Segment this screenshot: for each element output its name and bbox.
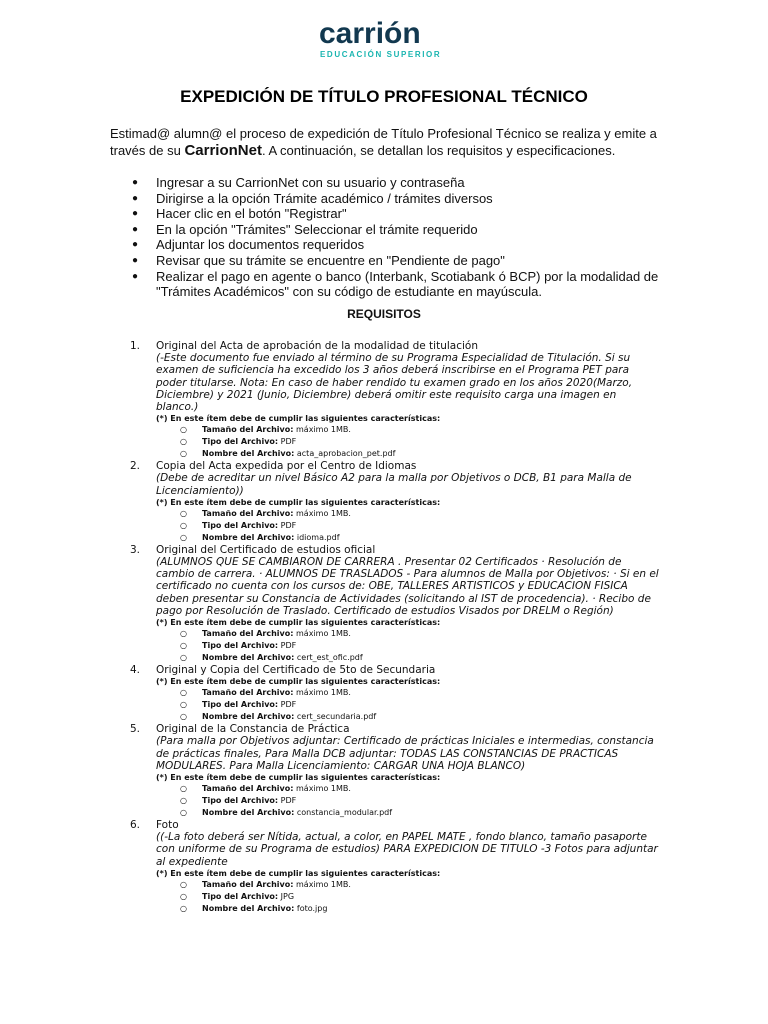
spec-label: Nombre del Archivo: xyxy=(202,653,295,663)
spec-type xyxy=(156,699,660,711)
requirement-note: (Para malla por Objetivos adjuntar: Certificado de prácticas Iniciales e intermedias, constancia de prácticas finales, Para Malla DCB adjuntar: TODAS LAS CONSTANCIAS DE PRACTICAS MODULARES. Para Malla Licenciamiento: CARGAR UNA HOJA BLANCO) xyxy=(156,735,654,772)
spec-value: constancia_modular.pdf xyxy=(296,808,393,818)
step-item xyxy=(130,191,670,207)
bullet-icon: ● xyxy=(132,223,139,235)
requirement-number: 5. xyxy=(130,723,141,736)
circle-bullet-icon: ○ xyxy=(180,449,187,459)
circle-bullet-icon: ○ xyxy=(180,712,187,722)
step-item xyxy=(130,222,670,238)
circle-bullet-icon: ○ xyxy=(180,437,187,447)
spec-label: Tamaño del Archivo: xyxy=(202,688,294,698)
requirement-number: 3. xyxy=(130,543,141,556)
spec-label: Tipo del Archivo: xyxy=(202,796,279,806)
carrion-logo xyxy=(319,17,459,59)
requirement-condition: (*) En este ítem debe de cumplir las siguientes características: xyxy=(156,868,441,878)
file-specs xyxy=(156,628,660,664)
requirement-note: (Debe de acreditar un nivel Básico A2 para la malla por Objetivos o DCB, B1 para Malla de Licenciamiento)) xyxy=(156,472,632,497)
spec-size xyxy=(156,424,660,436)
step-item xyxy=(130,175,670,191)
steps-list xyxy=(130,175,670,300)
spec-filename xyxy=(156,903,660,915)
step-text: En la opción "Trámites" Seleccionar el trámite requerido xyxy=(156,221,478,237)
spec-value: máximo 1MB. xyxy=(296,688,351,698)
file-specs xyxy=(156,879,660,915)
spec-type xyxy=(156,795,660,807)
spec-value: acta_aprobacion_pet.pdf xyxy=(296,449,396,459)
spec-value: PDF xyxy=(280,700,297,710)
spec-filename xyxy=(156,448,660,460)
requirement-note: (-Este documento fue enviado al término de su Programa Especialidad de Titulación. Si su examen de suficiencia ha excedido los 3 años deberá inscribirse en el Programa PET para poder titularse. Nota: En caso de haber rendido tu examen grado en los años 2020(Marzo, Diciembre) y 2021 (Junio, Diciembre) deberá omitir este requisito carga una imagen en blanco.) xyxy=(156,352,633,414)
file-specs xyxy=(156,508,660,544)
spec-value: JPG xyxy=(280,891,295,901)
spec-label: Tipo del Archivo: xyxy=(202,700,279,710)
requirement-name: Copia del Acta expedida por el Centro de Idiomas xyxy=(156,460,417,473)
spec-label: Tamaño del Archivo: xyxy=(202,784,294,794)
spec-value: cert_est_ofic.pdf xyxy=(296,653,363,663)
spec-size xyxy=(156,879,660,891)
bullet-icon: ● xyxy=(132,239,139,251)
spec-value: máximo 1MB. xyxy=(296,629,351,639)
logo-wordmark: carrión xyxy=(319,17,421,50)
file-specs xyxy=(156,783,660,819)
circle-bullet-icon: ○ xyxy=(180,532,187,542)
spec-value: PDF xyxy=(280,437,297,447)
spec-label: Tamaño del Archivo: xyxy=(202,508,294,518)
spec-value: máximo 1MB. xyxy=(296,425,351,435)
spec-filename xyxy=(156,711,660,723)
file-specs xyxy=(156,687,660,723)
spec-type xyxy=(156,436,660,448)
spec-label: Tipo del Archivo: xyxy=(202,437,279,447)
bullet-icon: ● xyxy=(132,270,139,282)
spec-value: PDF xyxy=(280,641,297,651)
spec-label: Nombre del Archivo: xyxy=(202,532,295,542)
requirement-condition: (*) En este ítem debe de cumplir las siguientes características: xyxy=(156,497,441,507)
logo-subtitle: EDUCACIÓN SUPERIOR xyxy=(320,50,442,59)
circle-bullet-icon: ○ xyxy=(180,903,187,913)
spec-filename xyxy=(156,652,660,664)
step-text: Ingresar a su CarrionNet con su usuario y contraseña xyxy=(156,175,465,190)
bullet-icon: ● xyxy=(132,177,139,188)
spec-type xyxy=(156,891,660,903)
requirement-name: Original del Certificado de estudios oficial xyxy=(156,543,376,556)
requirement-number: 4. xyxy=(130,664,141,677)
requirement-name: Original del Acta de aprobación de la modalidad de titulación xyxy=(156,340,478,352)
circle-bullet-icon: ○ xyxy=(180,784,187,794)
requirement-number: 6. xyxy=(130,819,141,832)
requirement-item xyxy=(130,340,660,460)
circle-bullet-icon: ○ xyxy=(180,891,187,901)
requirement-condition: (*) En este ítem debe de cumplir las siguientes características: xyxy=(156,414,441,424)
step-item xyxy=(130,269,670,300)
spec-size xyxy=(156,783,660,795)
circle-bullet-icon: ○ xyxy=(180,700,187,710)
spec-value: máximo 1MB. xyxy=(296,879,351,889)
requirement-note: (ALUMNOS QUE SE CAMBIARON DE CARRERA . Presentar 02 Certificados · Resolución de cambio de carrera. · ALUMNOS DE TRASLADOS - Para alumnos de Malla por Objetivos: · Si en el certificado no cuenta con los cursos de: OBE, TALLERES ARTISTICOS y EDUCACION FISICA deben presentar su Constancia de Actividades (solicitando al IST de procedencia). · Recibo de pago por Resolución de Traslado. Certificado de estudios Visados por DRELM o Región) xyxy=(156,556,659,617)
intro-brand: CarrionNet xyxy=(184,142,262,159)
spec-value: PDF xyxy=(280,796,297,806)
spec-value: máximo 1MB. xyxy=(296,508,351,518)
spec-label: Tamaño del Archivo: xyxy=(202,425,294,435)
circle-bullet-icon: ○ xyxy=(180,520,187,530)
bullet-icon: ● xyxy=(132,192,139,204)
requirement-number: 2. xyxy=(130,460,141,473)
circle-bullet-icon: ○ xyxy=(180,629,187,639)
spec-value: PDF xyxy=(280,520,297,530)
requirement-item xyxy=(130,460,660,544)
intro-paragraph xyxy=(110,125,670,159)
page-title: EXPEDICIÓN DE TÍTULO PROFESIONAL TÉCNICO xyxy=(180,87,588,106)
step-text: Revisar que su trámite se encuentre en "Pendiente de pago" xyxy=(156,252,505,268)
spec-label: Nombre del Archivo: xyxy=(202,808,295,818)
requirement-note: ((-La foto deberá ser Nítida, actual, a color, en PAPEL MATE , fondo blanco, tamaño pasaporte con uniforme de su Programa de estudios) PARA EXPEDICION DE TITULO -3 Fotos para adjuntar al expediente xyxy=(156,831,658,868)
requirement-item xyxy=(130,723,660,819)
requirements-list xyxy=(130,340,660,915)
step-text: Hacer clic en el botón "Registrar" xyxy=(156,206,347,222)
requirement-condition: (*) En este ítem debe de cumplir las siguientes características: xyxy=(156,618,441,628)
spec-label: Tipo del Archivo: xyxy=(202,520,279,530)
requirement-condition: (*) En este ítem debe de cumplir las siguientes características: xyxy=(156,773,441,783)
spec-label: Nombre del Archivo: xyxy=(202,712,295,722)
spec-value: foto.jpg xyxy=(296,903,328,913)
circle-bullet-icon: ○ xyxy=(180,808,187,818)
spec-type xyxy=(156,640,660,652)
intro-text-before: Estimad@ alumn@ el proceso de expedición de Título Profesional Técnico se realiza y emite a través de su xyxy=(110,126,657,158)
requirement-item xyxy=(130,664,660,723)
spec-type xyxy=(156,520,660,532)
requirement-condition: (*) En este ítem debe de cumplir las siguientes características: xyxy=(156,677,441,687)
step-item xyxy=(130,237,670,253)
spec-label: Tipo del Archivo: xyxy=(202,891,279,901)
file-specs xyxy=(156,424,660,460)
circle-bullet-icon: ○ xyxy=(180,653,187,663)
circle-bullet-icon: ○ xyxy=(180,688,187,698)
spec-label: Tamaño del Archivo: xyxy=(202,629,294,639)
requirement-item xyxy=(130,544,660,664)
spec-label: Tipo del Archivo: xyxy=(202,641,279,651)
spec-value: idioma.pdf xyxy=(296,532,340,542)
bullet-icon: ● xyxy=(132,254,139,266)
spec-label: Tamaño del Archivo: xyxy=(202,879,294,889)
spec-label: Nombre del Archivo: xyxy=(202,903,295,913)
step-item xyxy=(130,206,670,222)
step-text: Adjuntar los documentos requeridos xyxy=(156,237,365,253)
spec-size xyxy=(156,628,660,640)
intro-text-after: . A continuación, se detallan los requisitos y especificaciones. xyxy=(261,143,616,158)
spec-filename xyxy=(156,807,660,819)
requirement-name: Original y Copia del Certificado de 5to de Secundaria xyxy=(156,664,436,677)
step-text: Dirigirse a la opción Trámite académico / trámites diversos xyxy=(156,190,493,206)
spec-value: máximo 1MB. xyxy=(296,784,351,794)
circle-bullet-icon: ○ xyxy=(180,796,187,806)
requirements-heading: REQUISITOS xyxy=(347,307,421,321)
spec-value: cert_secundaria.pdf xyxy=(296,712,377,722)
bullet-icon: ● xyxy=(132,208,139,220)
circle-bullet-icon: ○ xyxy=(180,641,187,651)
circle-bullet-icon: ○ xyxy=(180,425,187,435)
requirement-item xyxy=(130,819,660,915)
spec-size xyxy=(156,508,660,520)
spec-filename xyxy=(156,532,660,544)
requirement-number: 1. xyxy=(130,340,141,352)
circle-bullet-icon: ○ xyxy=(180,508,187,518)
spec-size xyxy=(156,687,660,699)
circle-bullet-icon: ○ xyxy=(180,879,187,889)
requirement-name: Foto xyxy=(156,819,179,832)
requirement-name: Original de la Constancia de Práctica xyxy=(156,723,350,736)
spec-label: Nombre del Archivo: xyxy=(202,449,295,459)
step-item xyxy=(130,253,670,269)
step-text: Realizar el pago en agente o banco (Interbank, Scotiabank ó BCP) por la modalidad de "Trámites Académicos" con su código de estudiante en mayúscula. xyxy=(156,268,659,300)
